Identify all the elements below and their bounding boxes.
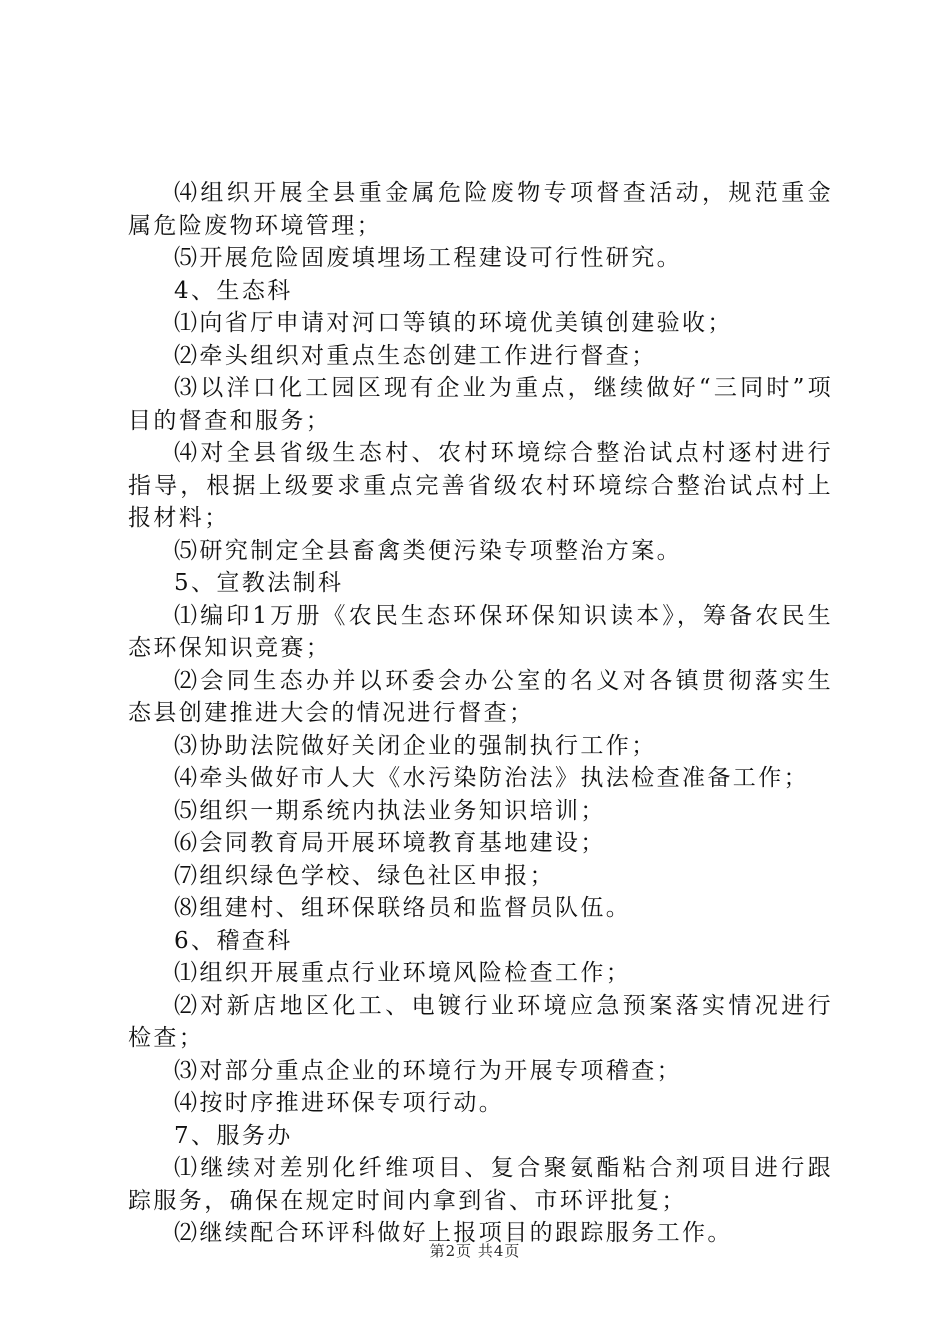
section-heading: 5、宣教法制科 xyxy=(174,570,344,596)
section-heading: 7、服务办 xyxy=(174,1122,293,1149)
paragraph: ⑹会同教育局开展环境教育基地建设； xyxy=(174,830,606,856)
paragraph: ⑴编印1万册《农民生态环保环保知识读本》，筹备农民生态环保知识竞赛； xyxy=(128,602,833,661)
paragraph: ⑻组建村、组环保联络员和监督员队伍。 xyxy=(174,895,632,921)
paragraph: ⑵继续配合环评科做好上报项目的跟踪服务工作。 xyxy=(174,1220,733,1246)
paragraph: ⑶以洋口化工园区现有企业为重点，继续做好“三同时”项目的督查和服务； xyxy=(128,375,833,434)
paragraph: ⑺组织绿色学校、绿色社区申报； xyxy=(174,862,555,889)
document-body xyxy=(128,177,833,1250)
paragraph: ⑶协助法院做好关闭企业的强制执行工作； xyxy=(174,732,657,759)
paragraph: ⑷按时序推进环保专项行动。 xyxy=(174,1090,505,1116)
paragraph: ⑴向省厅申请对河口等镇的环境优美镇创建验收； xyxy=(174,310,733,336)
section-heading: 4、生态科 xyxy=(174,277,293,304)
paragraph: ⑷牵头做好市人大《水污染防治法》执法检查准备工作； xyxy=(174,765,809,791)
paragraph: ⑷对全县省级生态村、农村环境综合整治试点村逐村进行指导，根据上级要求重点完善省级农村环境综合整治试点村上报材料； xyxy=(128,440,833,531)
paragraph: ⑵会同生态办并以环委会办公室的名义对各镇贯彻落实生态县创建推进大会的情况进行督查； xyxy=(128,667,833,726)
section-heading: 6、稽查科 xyxy=(174,927,293,954)
paragraph: ⑷组织开展全县重金属危险废物专项督查活动，规范重金属危险废物环境管理； xyxy=(128,180,833,239)
page-number-footer: 第2页 共4页 xyxy=(429,1242,521,1260)
paragraph: ⑴组织开展重点行业环境风险检查工作； xyxy=(174,960,632,986)
paragraph: ⑸开展危险固废填埋场工程建设可行性研究。 xyxy=(174,245,682,271)
paragraph: ⑵对新店地区化工、电镀行业环境应急预案落实情况进行检查； xyxy=(128,992,833,1051)
paragraph: ⑵牵头组织对重点生态创建工作进行督查； xyxy=(174,342,657,369)
paragraph: ⑶对部分重点企业的环境行为开展专项稽查； xyxy=(174,1057,682,1084)
paragraph: ⑸组织一期系统内执法业务知识培训； xyxy=(174,797,606,824)
paragraph: ⑴继续对差别化纤维项目、复合聚氨酯粘合剂项目进行跟踪服务，确保在规定时间内拿到省、市环评批复； xyxy=(128,1155,833,1214)
paragraph: ⑸研究制定全县畜禽类便污染专项整治方案。 xyxy=(174,537,682,564)
